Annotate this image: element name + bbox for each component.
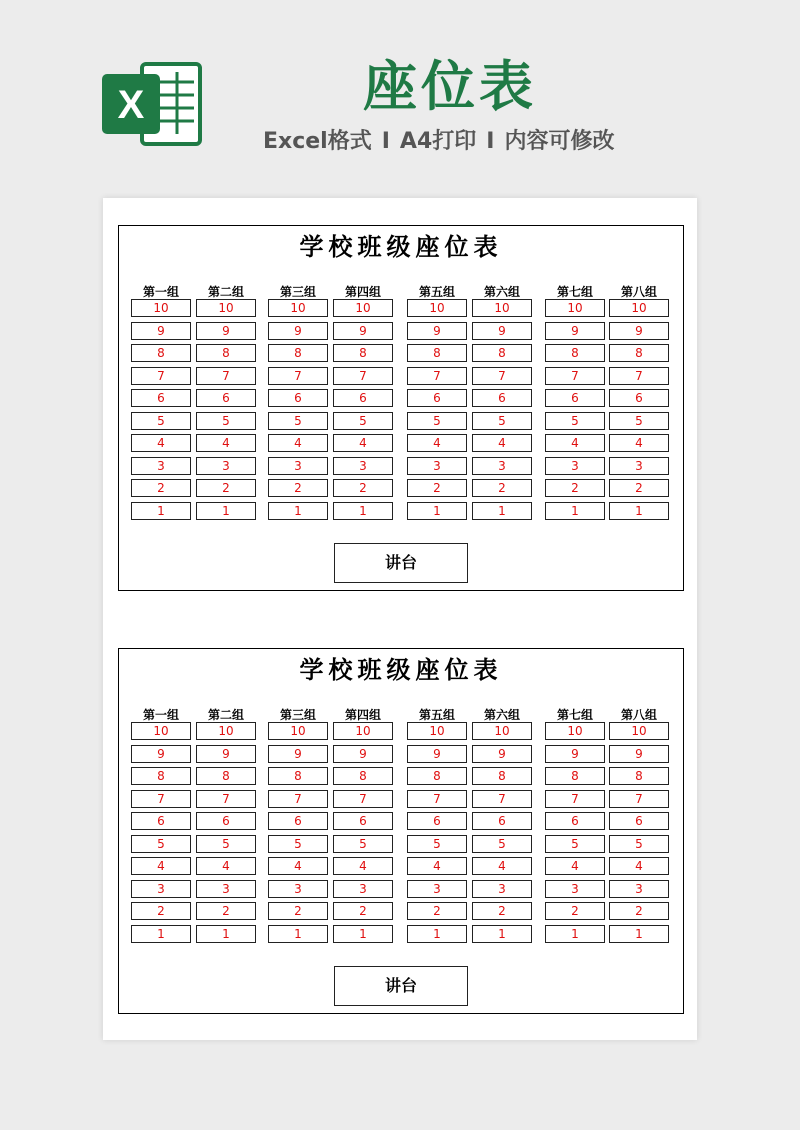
seat-cell: 7 <box>472 790 532 808</box>
seat-cell: 5 <box>131 835 191 853</box>
seat-cell: 1 <box>333 925 393 943</box>
subtitle <box>263 126 683 158</box>
group-label: 第六组 <box>483 708 520 722</box>
seat-cell: 10 <box>545 299 605 317</box>
seat-cell: 5 <box>268 835 328 853</box>
seat-cell: 8 <box>472 767 532 785</box>
seat-cell: 10 <box>609 722 669 740</box>
seat-cell: 5 <box>268 412 328 430</box>
seat-cell: 8 <box>407 767 467 785</box>
seat-cell: 10 <box>609 299 669 317</box>
seat-cell: 3 <box>545 880 605 898</box>
seat-cell: 7 <box>268 790 328 808</box>
seat-cell: 3 <box>268 880 328 898</box>
seat-cell: 1 <box>545 502 605 520</box>
group-label: 第二组 <box>207 708 244 722</box>
seat-cell: 4 <box>196 434 256 452</box>
excel-logo-icon <box>102 58 202 150</box>
seat-cell: 4 <box>333 857 393 875</box>
seat-cell: 4 <box>609 434 669 452</box>
seat-cell: 3 <box>407 457 467 475</box>
seat-cell: 8 <box>268 767 328 785</box>
seat-cell: 4 <box>472 857 532 875</box>
seat-cell: 1 <box>472 925 532 943</box>
seat-cell: 9 <box>609 745 669 763</box>
seat-cell: 8 <box>196 344 256 362</box>
seat-cell: 2 <box>545 479 605 497</box>
document-page <box>103 198 697 1040</box>
seat-cell: 4 <box>268 857 328 875</box>
seat-cell: 10 <box>472 722 532 740</box>
seat-cell: 4 <box>407 434 467 452</box>
seat-cell: 9 <box>196 322 256 340</box>
seat-cell: 6 <box>333 812 393 830</box>
group-label: 第二组 <box>207 285 244 299</box>
seat-cell: 5 <box>196 412 256 430</box>
seat-cell: 9 <box>545 322 605 340</box>
seat-cell: 2 <box>609 479 669 497</box>
seat-cell: 10 <box>131 722 191 740</box>
seat-cell: 2 <box>609 902 669 920</box>
seat-cell: 3 <box>609 880 669 898</box>
seat-cell: 4 <box>609 857 669 875</box>
seat-cell: 10 <box>407 299 467 317</box>
seat-cell: 10 <box>196 299 256 317</box>
seat-cell: 10 <box>333 299 393 317</box>
seat-cell: 6 <box>609 812 669 830</box>
group-label: 第五组 <box>418 285 455 299</box>
seat-cell: 1 <box>268 925 328 943</box>
seat-cell: 7 <box>609 790 669 808</box>
seat-cell: 9 <box>333 745 393 763</box>
seat-cell: 5 <box>545 412 605 430</box>
seat-cell: 10 <box>196 722 256 740</box>
seat-cell: 4 <box>131 434 191 452</box>
seat-cell: 3 <box>609 457 669 475</box>
seat-cell: 7 <box>131 367 191 385</box>
seat-cell: 9 <box>472 745 532 763</box>
seat-cell: 4 <box>407 857 467 875</box>
seat-cell: 9 <box>131 745 191 763</box>
seat-cell: 4 <box>196 857 256 875</box>
seat-cell: 7 <box>196 790 256 808</box>
seat-cell: 9 <box>545 745 605 763</box>
podium: 讲台 <box>334 543 468 583</box>
seat-cell: 9 <box>609 322 669 340</box>
seat-cell: 1 <box>545 925 605 943</box>
group-label: 第一组 <box>142 285 179 299</box>
seat-cell: 2 <box>196 902 256 920</box>
seat-cell: 2 <box>472 902 532 920</box>
seat-cell: 8 <box>268 344 328 362</box>
svg-text:X: X <box>117 83 145 127</box>
seat-cell: 9 <box>131 322 191 340</box>
seat-cell: 10 <box>407 722 467 740</box>
seat-cell: 10 <box>545 722 605 740</box>
seat-chart-title: 学校班级座位表 <box>299 656 503 684</box>
seat-cell: 5 <box>131 412 191 430</box>
seat-cell: 7 <box>131 790 191 808</box>
seat-cell: 7 <box>545 367 605 385</box>
seat-cell: 1 <box>609 502 669 520</box>
seat-cell: 3 <box>333 457 393 475</box>
seat-cell: 2 <box>131 479 191 497</box>
seat-cell: 6 <box>407 812 467 830</box>
group-label: 第四组 <box>344 285 381 299</box>
seat-cell: 7 <box>609 367 669 385</box>
seat-cell: 4 <box>268 434 328 452</box>
seat-cell: 6 <box>545 389 605 407</box>
seat-cell: 8 <box>333 344 393 362</box>
subtitle-print: A4打印 <box>399 129 477 154</box>
seat-cell: 8 <box>196 767 256 785</box>
group-label: 第一组 <box>142 708 179 722</box>
seat-cell: 7 <box>268 367 328 385</box>
seat-cell: 5 <box>333 412 393 430</box>
seat-cell: 4 <box>545 434 605 452</box>
seat-cell: 5 <box>472 835 532 853</box>
seat-cell: 4 <box>333 434 393 452</box>
seat-cell: 1 <box>196 502 256 520</box>
seat-cell: 3 <box>472 880 532 898</box>
seat-cell: 1 <box>609 925 669 943</box>
seat-cell: 6 <box>268 812 328 830</box>
seat-cell: 8 <box>407 344 467 362</box>
seat-cell: 2 <box>196 479 256 497</box>
seat-cell: 1 <box>333 502 393 520</box>
seat-cell: 9 <box>472 322 532 340</box>
seat-cell: 8 <box>545 344 605 362</box>
seat-cell: 10 <box>472 299 532 317</box>
subtitle-editable: 内容可修改 <box>504 129 615 154</box>
seat-cell: 8 <box>333 767 393 785</box>
seat-cell: 5 <box>545 835 605 853</box>
podium: 讲台 <box>334 966 468 1006</box>
seat-cell: 6 <box>472 812 532 830</box>
seat-cell: 2 <box>407 479 467 497</box>
seat-cell: 10 <box>268 722 328 740</box>
seat-cell: 3 <box>131 880 191 898</box>
seat-cell: 5 <box>333 835 393 853</box>
seat-chart <box>118 225 684 591</box>
seat-cell: 9 <box>268 322 328 340</box>
seat-cell: 3 <box>545 457 605 475</box>
seat-cell: 9 <box>196 745 256 763</box>
seat-cell: 2 <box>407 902 467 920</box>
seat-cell: 3 <box>407 880 467 898</box>
subtitle-separator: I <box>486 129 495 154</box>
seat-cell: 5 <box>407 412 467 430</box>
seat-cell: 2 <box>333 902 393 920</box>
seat-cell: 6 <box>333 389 393 407</box>
seat-cell: 3 <box>196 457 256 475</box>
seat-cell: 1 <box>407 502 467 520</box>
group-label: 第五组 <box>418 708 455 722</box>
group-label: 第四组 <box>344 708 381 722</box>
seat-cell: 10 <box>131 299 191 317</box>
group-label: 第八组 <box>620 708 657 722</box>
seat-cell: 6 <box>196 812 256 830</box>
seat-cell: 2 <box>268 902 328 920</box>
seat-cell: 6 <box>472 389 532 407</box>
group-label: 第三组 <box>279 708 316 722</box>
seat-cell: 6 <box>196 389 256 407</box>
seat-cell: 3 <box>196 880 256 898</box>
seat-cell: 2 <box>545 902 605 920</box>
seat-cell: 2 <box>268 479 328 497</box>
seat-chart <box>118 648 684 1014</box>
group-label: 第七组 <box>556 708 593 722</box>
seat-cell: 2 <box>472 479 532 497</box>
seat-cell: 4 <box>131 857 191 875</box>
group-label: 第六组 <box>483 285 520 299</box>
seat-cell: 7 <box>333 367 393 385</box>
seat-cell: 1 <box>131 925 191 943</box>
seat-cell: 3 <box>131 457 191 475</box>
seat-cell: 9 <box>268 745 328 763</box>
seat-cell: 5 <box>407 835 467 853</box>
subtitle-separator: I <box>381 129 390 154</box>
seat-cell: 6 <box>407 389 467 407</box>
seat-cell: 1 <box>268 502 328 520</box>
seat-cell: 8 <box>472 344 532 362</box>
seat-cell: 1 <box>131 502 191 520</box>
seat-cell: 5 <box>609 412 669 430</box>
seat-cell: 7 <box>407 367 467 385</box>
seat-cell: 2 <box>131 902 191 920</box>
seat-cell: 5 <box>609 835 669 853</box>
seat-cell: 10 <box>268 299 328 317</box>
seat-cell: 9 <box>407 745 467 763</box>
seat-cell: 6 <box>131 812 191 830</box>
seat-cell: 1 <box>472 502 532 520</box>
seat-cell: 5 <box>472 412 532 430</box>
seat-cell: 8 <box>131 344 191 362</box>
subtitle-format: Excel格式 <box>263 129 372 154</box>
group-label: 第八组 <box>620 285 657 299</box>
seat-cell: 7 <box>472 367 532 385</box>
group-label: 第三组 <box>279 285 316 299</box>
seat-cell: 8 <box>609 767 669 785</box>
seat-cell: 6 <box>609 389 669 407</box>
seat-cell: 8 <box>131 767 191 785</box>
seat-cell: 7 <box>333 790 393 808</box>
seat-cell: 3 <box>472 457 532 475</box>
seat-cell: 7 <box>196 367 256 385</box>
seat-cell: 3 <box>333 880 393 898</box>
seat-cell: 6 <box>545 812 605 830</box>
page-title: 座位表 <box>363 55 537 118</box>
seat-cell: 10 <box>333 722 393 740</box>
seat-cell: 6 <box>131 389 191 407</box>
seat-cell: 8 <box>609 344 669 362</box>
group-label: 第七组 <box>556 285 593 299</box>
seat-cell: 8 <box>545 767 605 785</box>
seat-cell: 3 <box>268 457 328 475</box>
seat-cell: 1 <box>196 925 256 943</box>
seat-cell: 2 <box>333 479 393 497</box>
seat-cell: 6 <box>268 389 328 407</box>
seat-chart-title: 学校班级座位表 <box>299 233 503 261</box>
seat-cell: 9 <box>333 322 393 340</box>
seat-cell: 5 <box>196 835 256 853</box>
seat-cell: 1 <box>407 925 467 943</box>
seat-cell: 9 <box>407 322 467 340</box>
seat-cell: 4 <box>545 857 605 875</box>
seat-cell: 4 <box>472 434 532 452</box>
seat-cell: 7 <box>545 790 605 808</box>
seat-cell: 7 <box>407 790 467 808</box>
